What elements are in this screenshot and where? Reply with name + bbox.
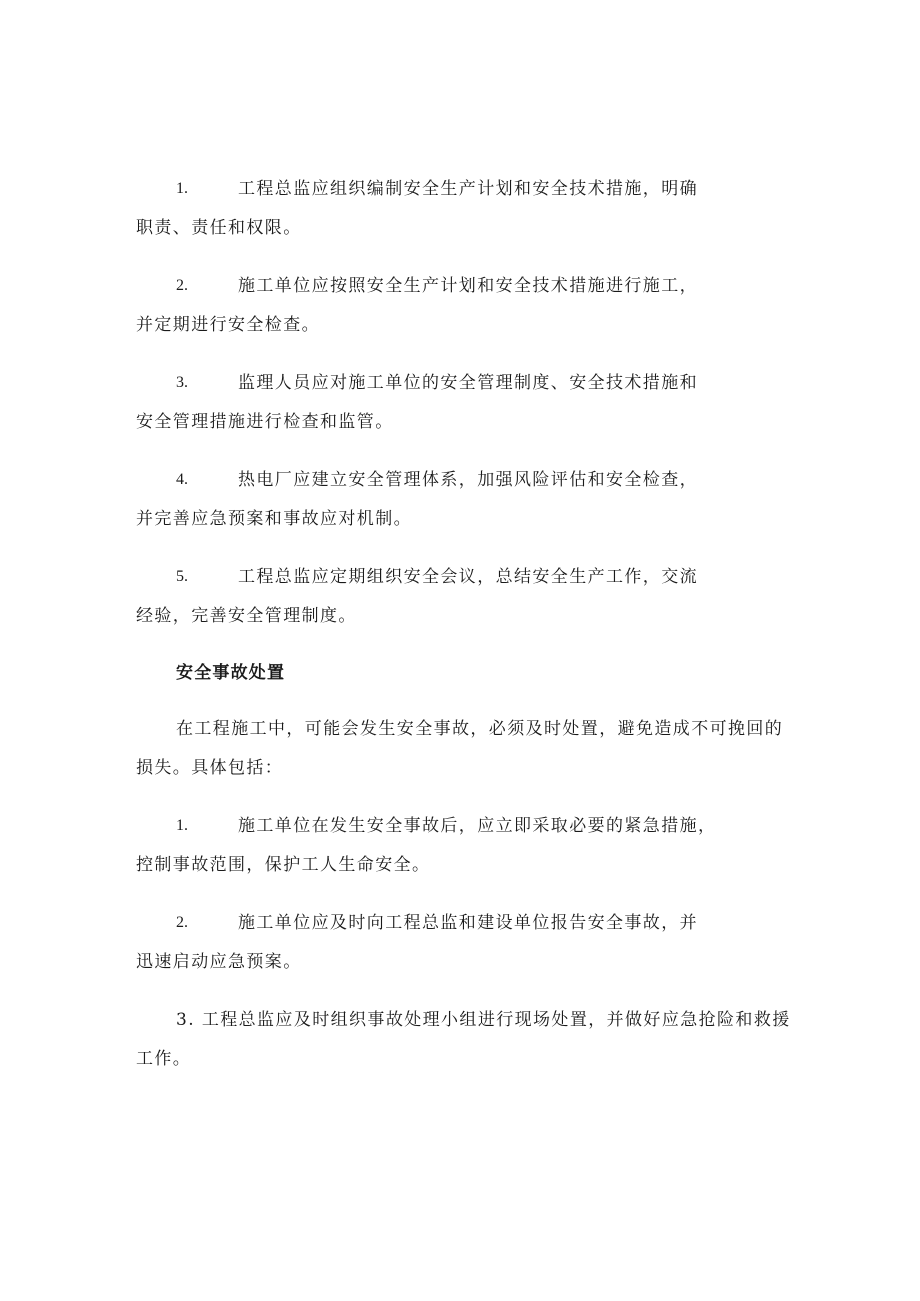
- list-text-line: 经验，完善安全管理制度。: [136, 606, 357, 626]
- list-text-line: 控制事故范围，保护工人生命安全。: [136, 855, 431, 875]
- list-number: 1.: [176, 180, 188, 197]
- list-text-line: 施工单位应及时向工程总监和建设单位报告安全事故，并: [238, 913, 698, 933]
- list-text-line: 施工单位应按照安全生产计划和安全技术措施进行施工，: [238, 276, 698, 296]
- section-heading: 安全事故处置: [176, 663, 286, 683]
- paragraph-line: 损失。具体包括：: [136, 758, 284, 778]
- list-text-line: 监理人员应对施工单位的安全管理制度、安全技术措施和: [238, 373, 698, 393]
- list-text-line: 安全管理措施进行检查和监管。: [136, 412, 394, 432]
- list-text-line: 工程总监应定期组织安全会议，总结安全生产工作，交流: [238, 567, 698, 587]
- list-number: 5.: [176, 568, 188, 585]
- list-text-line: 施工单位在发生安全事故后，应立即采取必要的紧急措施，: [238, 816, 717, 836]
- list-number: 2.: [176, 914, 188, 931]
- list-number: 2.: [176, 277, 188, 294]
- list-text-line: 职责、责任和权限。: [136, 218, 302, 238]
- list-text-line: 热电厂应建立安全管理体系，加强风险评估和安全检查，: [238, 470, 698, 490]
- list-text-line: 工作。: [136, 1049, 192, 1069]
- paragraph-line: 在工程施工中，可能会发生安全事故，必须及时处置，避免造成不可挽回的: [176, 719, 784, 739]
- list-text-line: 并定期进行安全检查。: [136, 315, 320, 335]
- list-text-line: 3. 工程总监应及时组织事故处理小组进行现场处置，并做好应急抢险和救援: [176, 1010, 791, 1030]
- list-number: 1.: [176, 817, 188, 834]
- list-number: 3.: [176, 374, 188, 391]
- list-number: 4.: [176, 471, 188, 488]
- list-text-line: 迅速启动应急预案。: [136, 952, 302, 972]
- list-text-line: 并完善应急预案和事故应对机制。: [136, 509, 412, 529]
- list-text-line: 工程总监应组织编制安全生产计划和安全技术措施，明确: [238, 179, 698, 199]
